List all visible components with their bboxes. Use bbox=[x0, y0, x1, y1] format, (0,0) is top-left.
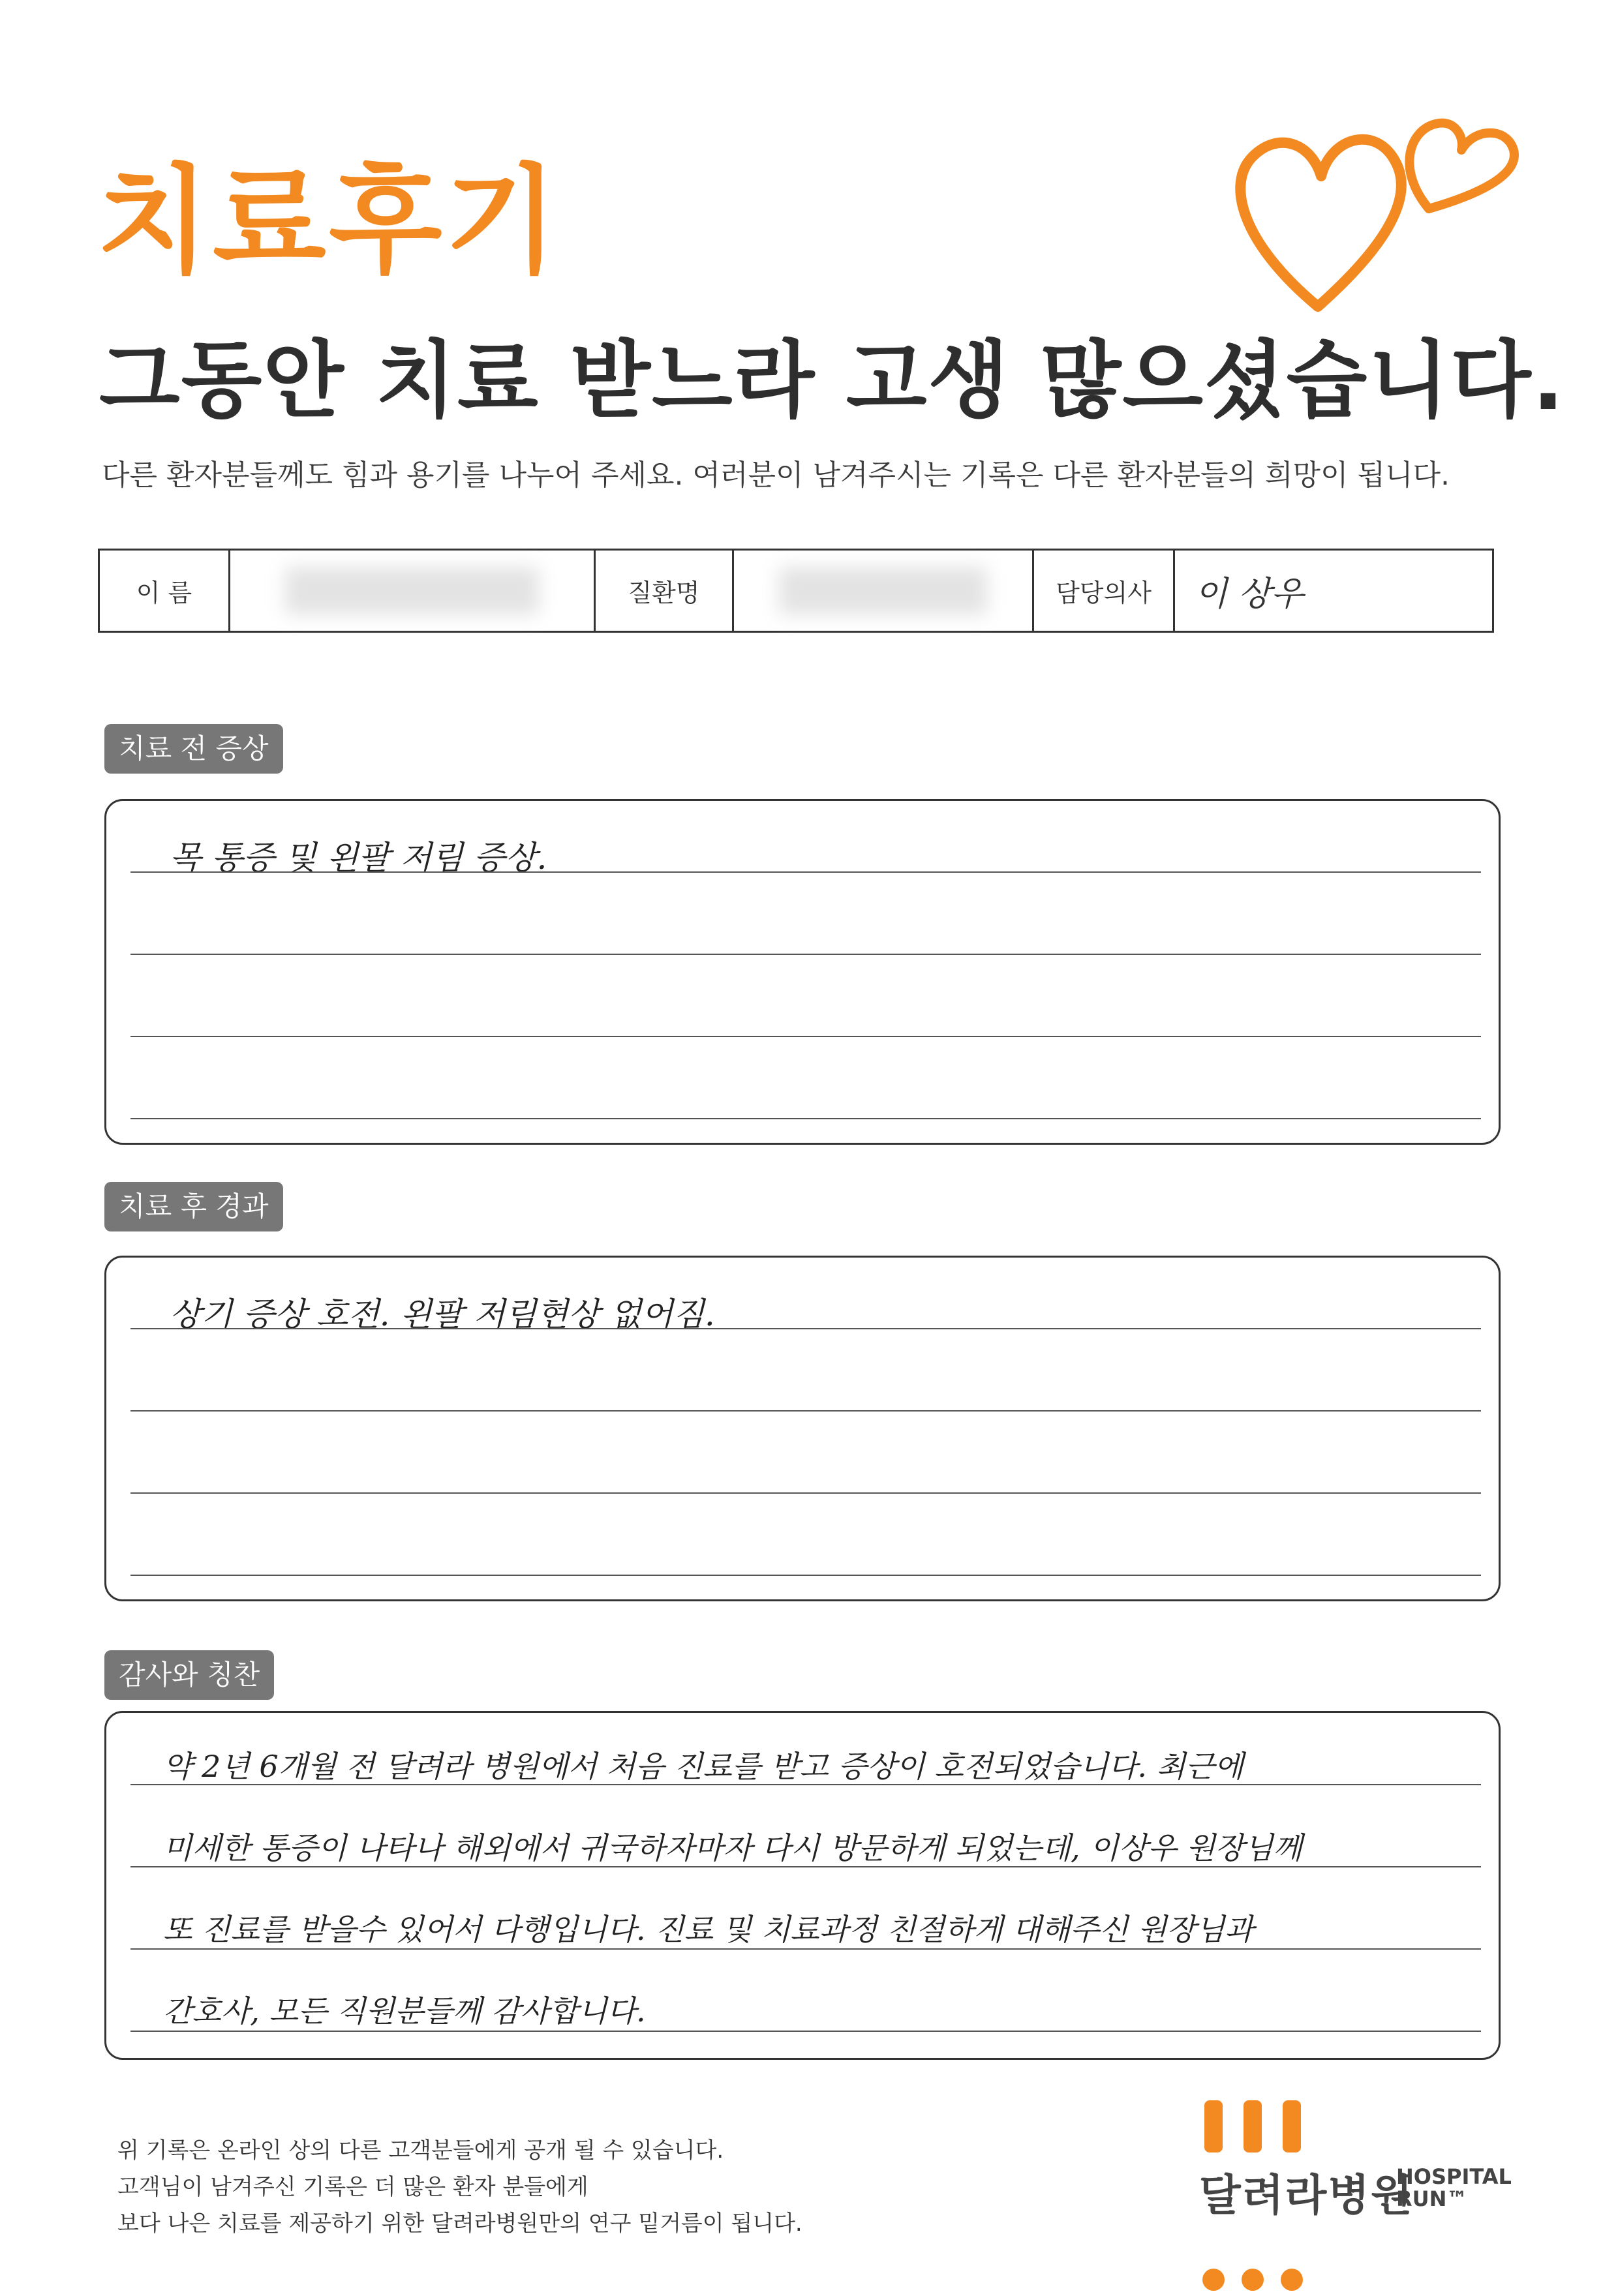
footer-line-2: 고객님이 남겨주신 기록은 더 많은 환자 분들에게 bbox=[117, 2174, 588, 2200]
disease-field bbox=[734, 551, 1034, 631]
ruled-line bbox=[130, 1866, 1481, 1867]
thanks-line-1: 약 2년 6개월 전 달려라 병원에서 처음 진료를 받고 증상이 호전되었습니다. 최근에 bbox=[163, 1749, 1244, 1784]
ruled-line bbox=[130, 1036, 1481, 1037]
thanks-line-4: 간호사, 모든 직원분들께 감사합니다. bbox=[163, 1993, 646, 2029]
ruled-line bbox=[130, 1784, 1481, 1785]
redacted-disease bbox=[779, 567, 988, 615]
disease-label: 질환명 bbox=[596, 551, 734, 631]
section-after-label: 치료 후 경과 bbox=[104, 1182, 283, 1231]
name-field bbox=[230, 551, 596, 631]
ruled-line bbox=[130, 954, 1481, 955]
headline: 그동안 치료 받느라 고생 많으셨습니다. bbox=[99, 332, 1566, 429]
ruled-line bbox=[130, 871, 1481, 873]
before-line-1: 목 통증 및 왼팔 저림 증상. bbox=[170, 839, 547, 877]
doctor-label: 담당의사 bbox=[1034, 551, 1175, 631]
form-title: 치료후기 bbox=[97, 153, 561, 290]
ruled-line bbox=[130, 1948, 1481, 1950]
subline: 다른 환자분들께도 힘과 용기를 나누어 주세요. 여러분이 남겨주시는 기록은 다른 환자분들의 희망이 됩니다. bbox=[102, 459, 1450, 492]
section-thanks-label: 감사와 칭찬 bbox=[104, 1650, 274, 1700]
redacted-name bbox=[285, 567, 540, 615]
logo-name: 달려라병원 bbox=[1199, 2170, 1414, 2220]
ruled-line bbox=[130, 1118, 1481, 1119]
footer-line-1: 위 기록은 온라인 상의 다른 고객분들에게 공개 될 수 있습니다. bbox=[117, 2137, 724, 2164]
footer-line-3: 보다 나은 치료를 제공하기 위한 달려라병원만의 연구 밑거름이 됩니다. bbox=[117, 2211, 802, 2237]
doctor-name: 이 상우 bbox=[1195, 575, 1304, 614]
ruled-line bbox=[130, 2031, 1481, 2032]
logo-english-line-2: RUN™ bbox=[1396, 2186, 1468, 2211]
ruled-line bbox=[130, 1410, 1481, 1412]
hearts-icon bbox=[1214, 91, 1527, 326]
logo-english-line-1: HOSPITAL bbox=[1396, 2164, 1512, 2189]
after-line-1: 상기 증상 호전. 왼팔 저림현상 없어짐. bbox=[170, 1295, 715, 1333]
thanks-line-3: 또 진료를 받을수 있어서 다행입니다. 진료 및 치료과정 친절하게 대해주신 원장님과 bbox=[163, 1912, 1254, 1947]
patient-info-table bbox=[98, 549, 1494, 633]
section-before-label: 치료 전 증상 bbox=[104, 724, 283, 774]
ruled-line bbox=[130, 1575, 1481, 1576]
ruled-line bbox=[130, 1328, 1481, 1329]
ruled-line bbox=[130, 1492, 1481, 1494]
thanks-line-2: 미세한 통증이 나타나 해외에서 귀국하자마자 다시 방문하게 되었는데, 이상우 원장님께 bbox=[163, 1830, 1302, 1865]
name-label: 이 름 bbox=[100, 551, 230, 631]
